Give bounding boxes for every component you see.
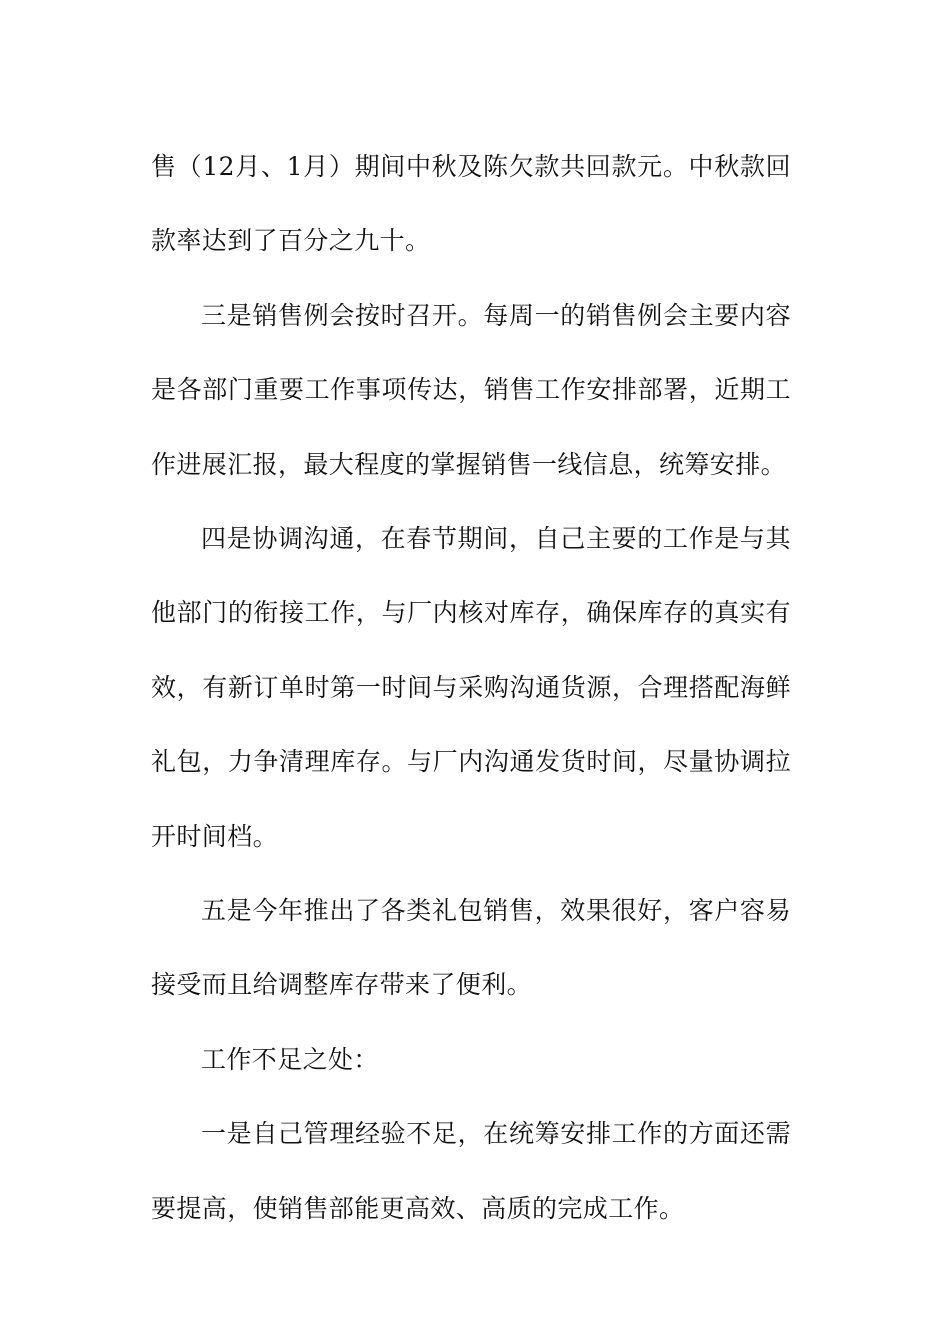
section-heading-shortcomings: 工作不足之处： — [201, 1044, 379, 1074]
paragraph-gift-packages: 五是今年推出了各类礼包销售，效果很好，客户容易接受而且给调整库存带来了便利。 — [151, 896, 791, 1000]
paragraph-continuation: 售（12月、1月）期间中秋及陈欠款共回款元。中秋款回款率达到了百分之九十。 — [151, 152, 791, 256]
paragraph-management-experience: 一是自己管理经验不足，在统筹安排工作的方面还需要提高，使销售部能更高效、高质的完成工作。 — [151, 1119, 791, 1223]
paragraph-sales-meeting: 三是销售例会按时召开。每周一的销售例会主要内容是各部门重要工作事项传达，销售工作安排部署，近期工作进展汇报，最大程度的掌握销售一线信息，统筹安排。 — [151, 300, 791, 479]
document-body — [151, 130, 791, 1246]
paragraph-coordination: 四是协调沟通，在春节期间，自己主要的工作是与其他部门的衔接工作，与厂内核对库存，确保库存的真实有效，有新订单时第一时间与采购沟通货源，合理搭配海鲜礼包，力争清理库存。与厂内沟通发货时间，尽量协调拉开时间档。 — [151, 524, 791, 851]
